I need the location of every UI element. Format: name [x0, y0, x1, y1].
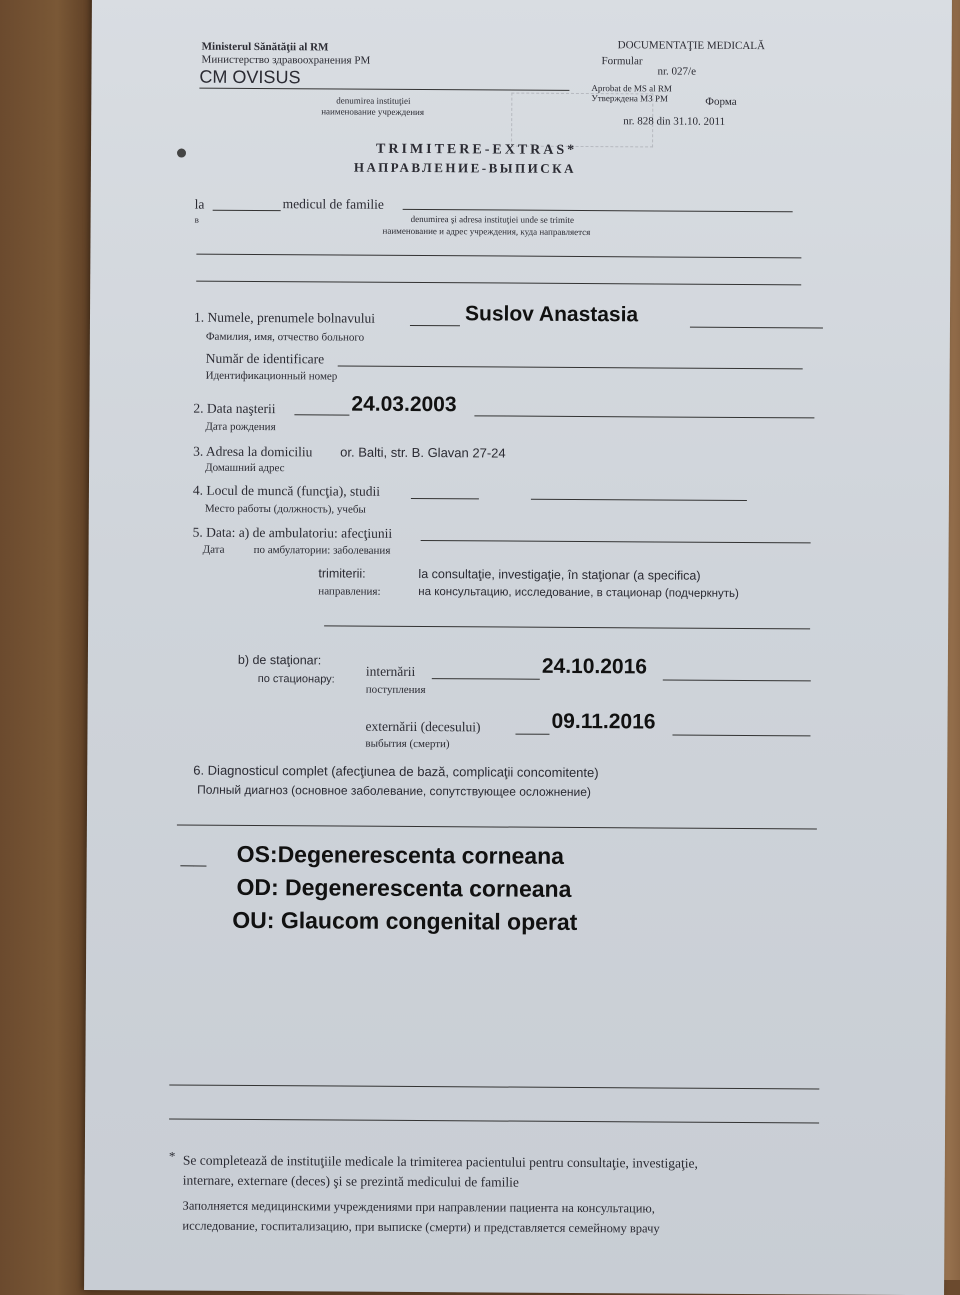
- dob-label-ru: Дата рождения: [205, 420, 276, 434]
- referral-line: [324, 625, 810, 629]
- extern-value: 09.11.2016: [551, 709, 656, 734]
- title-ru: НАПРАВЛЕНИЕ-ВЫПИСКА: [353, 159, 577, 176]
- dob-label-ro: 2. Data naşterii: [193, 400, 276, 417]
- forma-label: Форма: [705, 95, 737, 108]
- id-label-ro: Număr de identificare: [205, 350, 325, 367]
- document-sheet: [84, 0, 952, 1295]
- referral-text-ru: на консультацию, исследование, в стационар (подчеркнуть): [418, 586, 739, 600]
- diag-line: [177, 825, 817, 830]
- work-line-b: [531, 499, 747, 501]
- dest-hint-ro: denumirea şi adresa instituţiei unde se trimite: [410, 213, 575, 225]
- doc-type: DOCUMENTAŢIE MEDICALĂ: [617, 39, 766, 53]
- dest-la: la: [194, 196, 205, 212]
- institution-name: CM OVISUS: [199, 66, 301, 88]
- referral-label-ru: направления:: [318, 585, 381, 598]
- destination-value: medicul de familie: [282, 196, 384, 212]
- referral-label-ro: trimiterii:: [318, 566, 366, 581]
- dob-value: 24.03.2003: [351, 392, 457, 417]
- form-number: nr. 027/e: [657, 65, 697, 78]
- work-label-ru: Место работы (должность), учебы: [204, 502, 366, 516]
- footnote-ro-2: internare, externare (deces) şi se prezintă medicului de familie: [182, 1172, 519, 1190]
- extern-label-ro: externării (decesului): [365, 718, 481, 735]
- diag-label-ro: 6. Diagnosticul complet (afecţiunea de bază, complicaţii concomitente): [193, 762, 599, 781]
- approved-ru: Утверждена МЗ РМ: [591, 93, 669, 104]
- name-line-a: [410, 325, 460, 326]
- footnote-star: *: [168, 1148, 176, 1164]
- diag-line-3: [169, 1118, 819, 1123]
- dest-hint-ru: наименование и адрес учреждения, куда направляется: [382, 225, 591, 238]
- institution-line: [199, 88, 569, 91]
- intern-value: 24.10.2016: [541, 654, 648, 679]
- diag-od: OD: Degenerescenta corneana: [236, 873, 572, 902]
- diag-os: OS:Degenerescenta corneana: [236, 840, 565, 869]
- name-label-ro: 1. Numele, prenumele bolnavului: [193, 309, 376, 326]
- intern-line-b: [663, 679, 811, 681]
- work-line-a: [411, 498, 479, 499]
- intern-line-a: [432, 678, 540, 680]
- date-label-ro: 5. Data: a) de ambulatoriu: afecţiunii: [192, 524, 393, 541]
- extern-line-b: [672, 735, 810, 737]
- approved-ro: Aprobat de MS al RM: [591, 83, 672, 94]
- address-label-ru: Домашний адрес: [205, 461, 285, 475]
- dob-line-a: [294, 414, 349, 415]
- stationar-label-ro: b) de staţionar:: [237, 652, 322, 668]
- institution-label-ro: denumirea instituţiei: [336, 95, 411, 106]
- dest-line-2: [196, 254, 801, 259]
- stamp-mark: [511, 93, 653, 148]
- ministry-ro: Ministerul Sănătăţii al RM: [201, 40, 329, 54]
- referral-text-ro: la consultaţie, investigaţie, în staţionar (a specifica): [418, 567, 701, 583]
- stationar-label-ru: по стационару:: [257, 673, 335, 686]
- date-label-ru-1: Дата: [202, 543, 225, 556]
- intern-label-ru: поступления: [365, 683, 426, 697]
- diag-ou: OU: Glaucom congenital operat: [232, 906, 578, 935]
- id-label-ru: Идентификационный номер: [205, 369, 338, 383]
- footnote-ru-1: Заполняется медицинскими учреждениями при направлении пациента на консультацию,: [182, 1198, 655, 1216]
- address-value: or. Balti, str. B. Glavan 27-24: [340, 444, 506, 461]
- dest-line: [403, 209, 793, 212]
- punch-hole-mark: [177, 149, 186, 158]
- dest-v: в: [194, 214, 199, 225]
- formular-label: Formular: [601, 55, 643, 68]
- diag-label-ru: Полный диагноз (основное заболевание, сопутствующее осложнение): [197, 782, 591, 800]
- work-label-ro: 4. Locul de muncă (funcţia), studii: [192, 482, 381, 499]
- date-ambulatory-line: [421, 540, 811, 543]
- title-ro: TRIMITERE-EXTRAS*: [375, 141, 578, 158]
- diag-dash: __: [180, 842, 207, 869]
- ministry-ru: Министерство здравоохранения РМ: [201, 53, 371, 67]
- name-line-b: [690, 327, 823, 329]
- name-label-ru: Фамилия, имя, отчество больного: [205, 330, 365, 344]
- diag-line-2: [169, 1084, 819, 1089]
- patient-name: Suslov Anastasia: [464, 302, 639, 327]
- dob-line-b: [474, 415, 814, 418]
- extern-label-ru: выбытия (смерти): [365, 737, 450, 751]
- intern-label-ro: internării: [365, 663, 416, 679]
- extern-line-a: [515, 734, 549, 735]
- address-label-ro: 3. Adresa la domiciliu: [193, 443, 313, 460]
- footnote-ro-1: Se completează de instituţiile medicale la trimiterea pacientului pentru consultaţie, investigaţie,: [182, 1152, 698, 1171]
- dest-line-3: [196, 281, 801, 286]
- institution-label-ru: наименование учреждения: [321, 106, 425, 118]
- dest-line-short: [213, 210, 281, 211]
- order-number: nr. 828 din 31.10. 2011: [623, 115, 726, 128]
- footnote-ru-2: исследование, госпитализацию, при выписке (смерти) и представляется семейному врачу: [182, 1218, 660, 1236]
- id-line: [338, 366, 803, 370]
- date-label-ru-2: по амбулатории: заболевания: [253, 543, 391, 557]
